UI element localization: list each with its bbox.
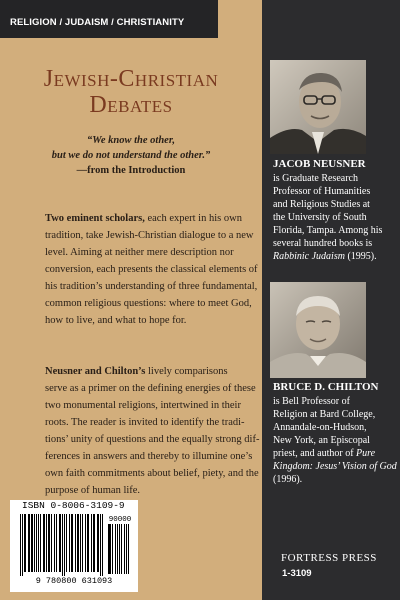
barcode-bar [31,514,33,572]
text-line: his tradition’s understanding of three fundamental, [45,281,258,292]
barcode-bar [20,514,21,576]
author-name: BRUCE D. CHILTON [273,381,379,393]
publisher-name: FORTRESS PRESS [281,552,377,564]
barcode-bar [124,524,125,574]
barcode-bar [28,514,30,572]
bio-line: (1996). [273,474,303,485]
barcode-bar [48,514,50,572]
text-line: how to live, and what to hope for. [45,315,187,326]
text-line: lively comparisons [145,366,228,377]
barcode-bar [56,514,57,572]
author-bio [273,172,382,263]
barcode-bar [38,514,39,572]
barcode-bar [43,514,45,572]
epigraph-source: —from the Introduction [76,165,186,176]
text-line: ferences in answers and thereby to illumine one’s [45,451,253,462]
text-line: serve as a primer on the defining energies of these [45,383,256,394]
description-paragraph-1 [45,210,258,329]
barcode-bar [51,514,52,572]
barcode-bar [91,514,92,572]
author-bio [273,395,397,486]
barcode-bar [87,514,89,572]
book-title: Rabbinic Judaism [273,251,345,262]
barcode-bar [82,514,83,572]
barcode-bar [102,514,103,576]
bio-line: is Graduate Research [273,173,358,184]
bio-line: Annandale-on-Hudson, [273,422,367,433]
title-line-2: Debates [89,92,173,118]
book-title: Pure [356,448,376,459]
text-line: common religious questions: where to meet God, [45,298,252,309]
paragraph-2-lead: Neusner and Chilton’s [45,366,146,377]
text-line: two monumental religions, intertwined in their [45,400,241,411]
author-photo-chilton [270,282,366,378]
barcode-bar [46,514,47,572]
barcode-bar [85,514,86,572]
author-name: JACOB NEUSNER [273,158,366,170]
barcode-bar [93,514,95,572]
ean-number: 9 780800 631093 [35,576,113,586]
bio-line: Florida, Tampa. Among his [273,225,383,236]
barcode-bar [108,524,110,574]
bio-line: priest, and author of [273,448,357,459]
barcode-bar [117,524,118,574]
barcode-bar [119,524,120,574]
epigraph-line-2: but we do not understand the other.” [51,150,211,161]
catalog-number: 1-3109 [282,568,312,579]
barcode-bar [24,514,26,572]
bio-line: Religion at Bard College, [273,409,376,420]
barcode-bar [100,514,101,576]
text-line: purpose of human life. [45,485,141,496]
isbn-label: ISBN 0-8006-3109-9 [22,500,125,511]
bio-line: is Bell Professor of [273,396,350,407]
barcode-bar [121,524,122,574]
barcode [10,500,138,592]
barcode-bar [126,524,127,574]
barcode-bar [115,524,116,574]
barcode-bar [77,514,79,572]
bio-line: and Religious Studies at [273,199,370,210]
text-line: roots. The reader is invited to identify the tradi- [45,417,245,428]
bio-line: (1995). [344,251,377,262]
title-line-1: Jewish-Christian [43,66,219,92]
barcode-bar [75,514,76,572]
category-label: RELIGION / JUDAISM / CHRISTIANITY [10,17,185,28]
text-line: level. Aiming at neither mere description nor [45,247,234,258]
barcode-bar [71,514,73,572]
bio-line: the University of South [273,212,367,223]
price-code: 90000 [108,516,132,524]
barcode-bar [110,524,111,574]
barcode-bar [64,514,65,576]
barcode-bar [40,514,41,572]
text-line: each expert in his own [144,213,242,224]
barcode-bar [80,514,81,572]
bio-line: Professor of Humanities [273,186,371,197]
barcode-bar [34,514,35,572]
text-line: tradition, take Jewish-Christian dialogue to a new [45,230,254,241]
author-photo-neusner [270,60,366,154]
barcode-bar [97,514,99,572]
description-paragraph-2 [45,363,259,499]
barcode-bar [128,524,129,574]
category-bar [0,0,218,38]
barcode-bar [62,514,63,576]
barcode-bar [69,514,70,572]
barcode-bar [36,514,37,572]
barcode-bars [20,514,132,576]
book-title: Kingdom: Jesus’ Vision of God [273,461,397,472]
text-line: conversion, each presents the classical elements of [45,264,258,275]
bio-line: New York, an Episcopal [273,435,370,446]
barcode-bar [66,514,67,572]
paragraph-1-lead: Two eminent scholars, [45,213,145,224]
barcode-bar [112,524,113,574]
barcode-bar [22,514,23,576]
text-line: own faith commitments about belief, piety, and the [45,468,259,479]
barcode-bar [54,514,55,572]
text-line: tions’ unity of questions and the equally strong dif- [45,434,260,445]
barcode-bar [59,514,61,572]
epigraph-line-1: “We know the other, [87,135,175,146]
bio-line: several hundred books is [273,238,373,249]
